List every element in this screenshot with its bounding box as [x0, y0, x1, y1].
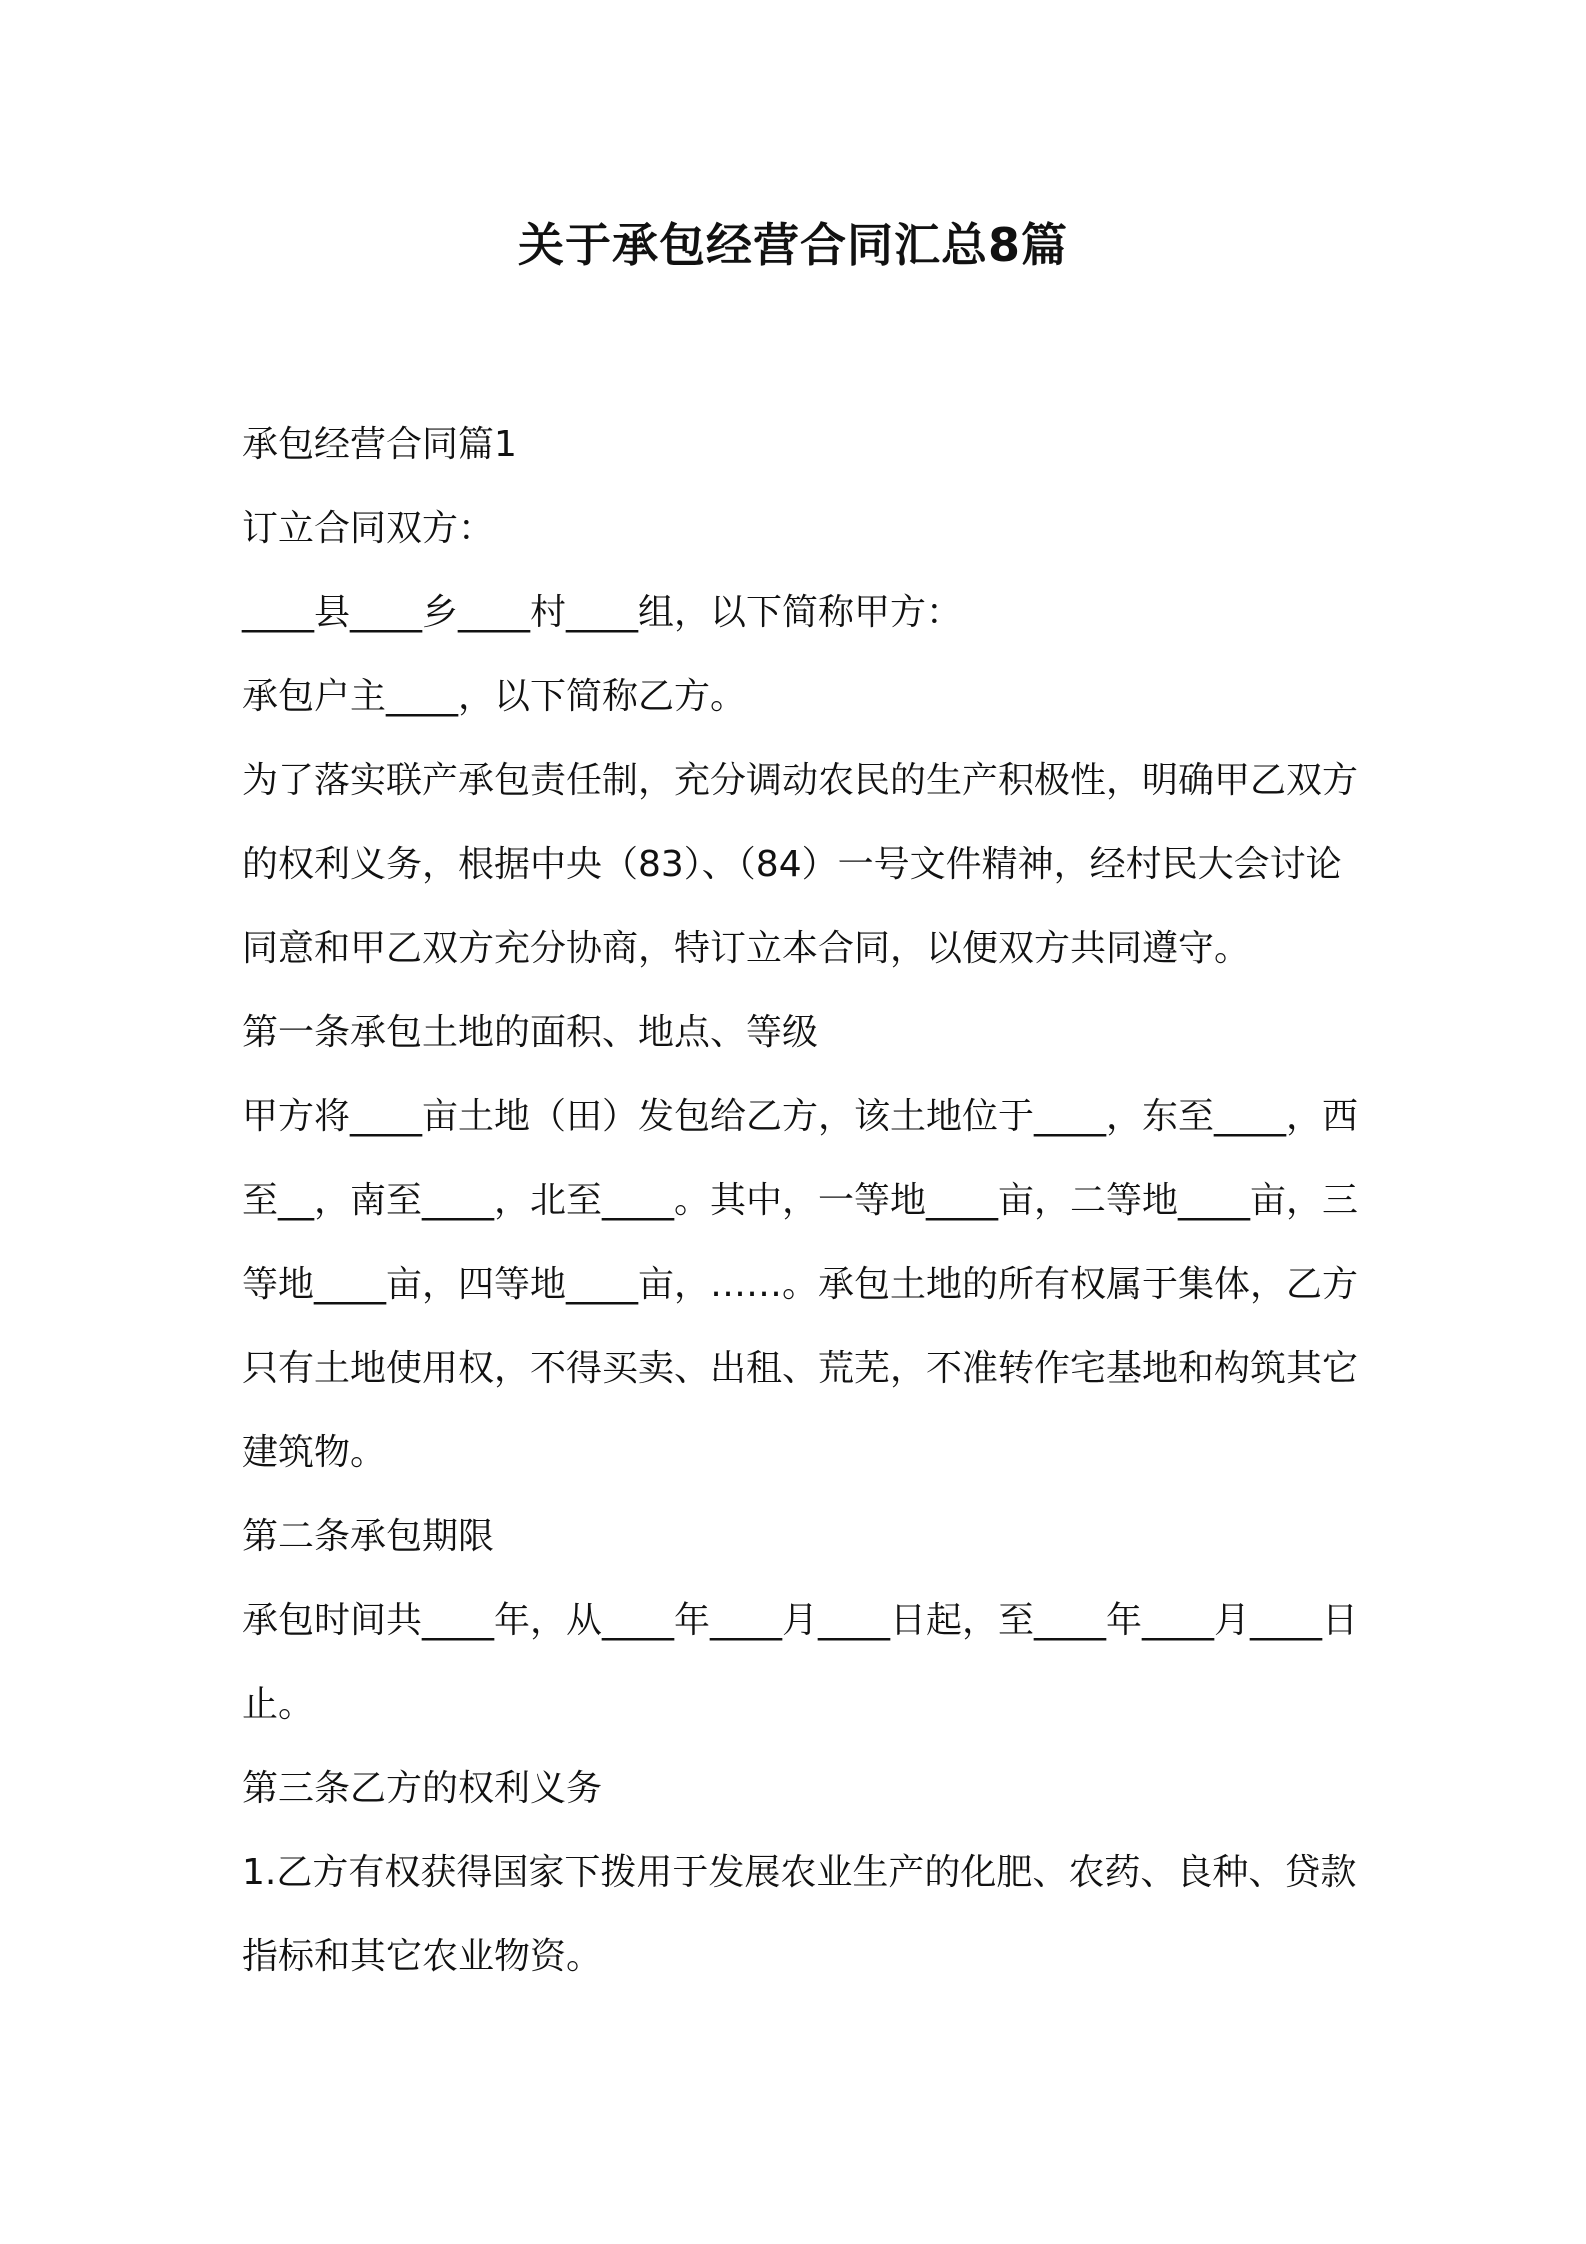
paragraph: 甲方将____亩土地（田）发包给乙方，该土地位于____，东至____，西至__，南至____，北至____。其中，一等地____亩，二等地____亩，三等地____亩，四等地____亩，……。承包土地的所有权属于集体，乙方只有土地使用权，不得买卖、出租、荒芜，不准转作宅基地和构筑其它建筑物。	[242, 1096, 1359, 1473]
paragraph: ____县____乡____村____组，以下简称甲方：	[242, 592, 963, 633]
section-heading: 承包经营合同篇1	[242, 424, 517, 465]
paragraph: 1.乙方有权获得国家下拨用于发展农业生产的化肥、农药、良种、贷款指标和其它农业物资。	[242, 1852, 1357, 1977]
paragraph: 承包户主____，以下简称乙方。	[242, 676, 747, 717]
paragraph: 承包时间共____年，从____年____月____日起，至____年____月____日止。	[242, 1600, 1359, 1725]
document-title: 关于承包经营合同汇总8篇	[517, 218, 1068, 272]
paragraph: 订立合同双方：	[242, 508, 495, 549]
document-body	[242, 403, 1362, 1999]
paragraph: 为了落实联产承包责任制，充分调动农民的生产积极性，明确甲乙双方的权利义务，根据中央（83）、（84）一号文件精神，经村民大会讨论同意和甲乙双方充分协商，特订立本合同，以便双方共同遵守。	[242, 760, 1359, 969]
article-heading: 第二条承包期限	[242, 1516, 495, 1557]
article-heading: 第一条承包土地的面积、地点、等级	[242, 1012, 819, 1053]
article-heading: 第三条乙方的权利义务	[242, 1768, 603, 1809]
